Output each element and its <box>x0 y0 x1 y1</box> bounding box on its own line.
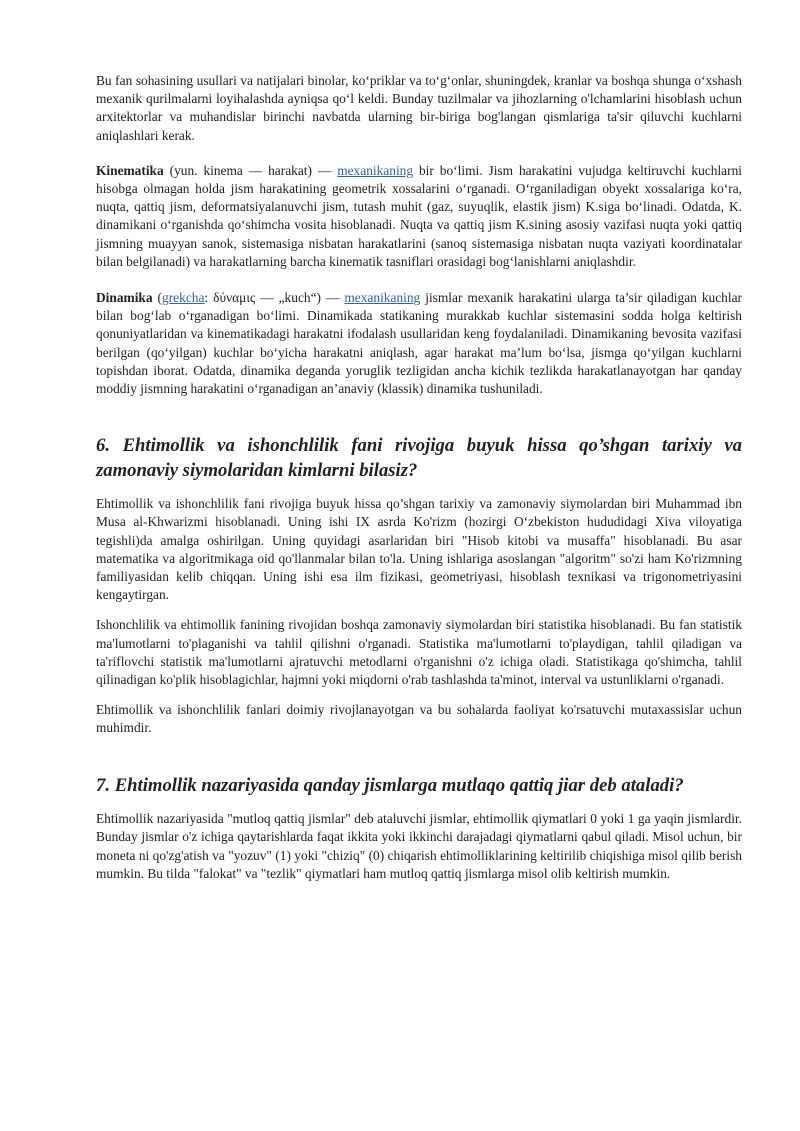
section-7-heading: 7. Ehtimollik nazariyasida qanday jismlarga mutlaqo qattiq jiar deb ataladi? <box>96 774 684 796</box>
dinamika-definition: jismlar mexanik harakatini ularga ta’sir qiladigan kuchlar bilan bog‘lab o‘rganadigan bo‘limi. Dinamikada statikaning murakkab kuchlar sistemasini sodda holga keltirish qonuniyatlaridan va kinematikadagi harakatni ifodalash usullaridan keng foydalaniladi. Dinamikaning bevosita vazifasi berilgan (qo‘yilgan) kuchlar bo‘yicha harakatni aniqlash, agar harakat ma’lum bo‘lsa, jismga qo‘yilgan kuchlarni topishdan iborat. Odatda, dinamika deganda yoruglik tezligidan ancha kichik tezlikda harakatlanayotgan har qanday moddiy jismning harakatini o‘rganadigan an’anaviy (klassik) dinamika tushuniladi. <box>96 290 743 397</box>
kinematika-definition: bir bo‘limi. Jism harakatini vujudga keltiruvchi kuchlarni hisobga olmagan holda jism harakatining geometrik xossalarini o‘rganadi. O‘rganiladigan obyekt xossalariga ko‘ra, nuqta, qattiq jism, deformatsiyalanuvchi jism, tutash muhit (gaz, suyuqlik, elastik jism) K.siga bo‘linadi. Odatda, K. dinamikani o‘rganishda qo‘shimcha vosita hisoblanadi. Nuqta va qattiq jism K.sining asosiy vazifasi nuqta yoki qattiq jismning muayyan sanok, sistemasiga nisbatan harakatlarini (sanoq sistemasiga nisbatan nuqta vaziyati koordinatalar bilan belgilanadi) va harakatlarning barcha kinematik tasniflari orasidagi bog‘lanishlarni aniqlashdir. <box>96 162 742 269</box>
section-7-paragraph-1: Ehtimollik nazariyasida "mutloq qattiq jismlar" deb ataluvchi jismlar, ehtimollik qiymatlari 0 yoki 1 ga yaqin jismlardir. Bunday jismlar o'z ichiga qaytarishlarda faqat ikkita yoki ikkinchi darajadagi qiymatlarni qabul qiladi. Misol uchun, bir moneta ni qo'zg'atish va "yozuv" (1) yoki "chiziq" (0) chiqarish ehtimolliklarining keltirilib chiqishiga misol qilib berish mumkin. Bu tilda "falokat" va "tezlik" qiymatlari ham mutloq qattiq jismlarga misol olib keltirish mumkin. <box>96 811 742 881</box>
mexanika-link-2[interactable]: mexanikaning <box>344 290 421 306</box>
kinematika-term: Kinematika <box>96 162 164 178</box>
kinematika-etymology: (yun. kinema — harakat) — <box>163 162 338 178</box>
dinamika-etymology: : δύναμις — „kuch“) — <box>204 290 345 306</box>
intro-paragraph: Bu fan sohasining usullari va natijalari binolar, ko‘priklar va to‘g‘onlar, shuningdek, kranlar va boshqa shunga o‘xshash mexanik qurilmalarni loyihalashda ayniqsa qo‘l keldi. Bunday tuzilmalar va jihozlarning o'lchamlarini hisoblash uchun arxitektorlar va muhandislar birinchi navbatda ularning bir-biriga bog'langan qismlariga ta'sir qiluvchi kuchlarni aniqlashlari kerak. <box>96 73 742 143</box>
kinematika-paragraph <box>96 162 742 271</box>
grekcha-link[interactable]: grekcha <box>162 290 205 306</box>
dinamika-paragraph <box>96 289 742 398</box>
dinamika-term: Dinamika <box>96 290 153 306</box>
section-6-paragraph-2: Ishonchlilik va ehtimollik fanining rivojidan boshqa zamonaviy siymolardan biri statistika hisoblanadi. Bu fan statistik ma'lumotlarni to'plaganishi va tahlil qilishni o'rganadi. Statistika ma'lumotlarni to'playdigan, tahlil qiladigan va ta'riflovchi statistik ma'lumotlarni ajratuvchi metodlarni o'rganishni o'z ichiga oladi. Statistikaga qo'shimcha, tahlil qilinadigan ko'plik hisoblagichlar, hajmni yoki miqdorni o'rab tashlashda ta'minot, interval va ustunliklarni o'rganadi. <box>96 617 742 688</box>
section-6-paragraph-1: Ehtimollik va ishonchlilik fani rivojiga buyuk hissa qo’shgan tarixiy va zamonaviy siymolardan biri Muhammad ibn Musa al-Khwarizmi hisoblanadi. Uning ishi IX asrda Ko'rizm (hozirgi O‘zbekiston hududidagi Xiva viloyatiga tegishli)da amalga oshirilgan. Uning quyidagi asarlaridan biri "Hisob kitobi va musaffa" hisoblanadi. Bu asar matematika va algoritmikaga oid qo'llanmalar bilan to'la. Uning ishlariga asoslangan "algoritm" so'zi ham Ko'rizmning familiyasidan kelib chiqqan. Uning ishi esa ilm fizikasi, geometriyasi, hisoblash texnikasi va trigonometriyasini kengaytirgan. <box>96 496 742 603</box>
section-6-heading: 6. Ehtimollik va ishonchlilik fani rivojiga buyuk hissa qo’shgan tarixiy va zamonaviy siymolaridan kimlarni bilasiz? <box>96 435 742 481</box>
section-6-paragraph-3: Ehtimollik va ishonchlilik fanlari doimiy rivojlanayotgan va bu sohalarda faoliyat ko'rsatuvchi mutaxassislar uchun muhimdir. <box>96 702 742 736</box>
mexanika-link[interactable]: mexanikaning <box>337 162 414 178</box>
dinamika-open-paren: ( <box>152 290 163 306</box>
document-page <box>96 72 742 883</box>
